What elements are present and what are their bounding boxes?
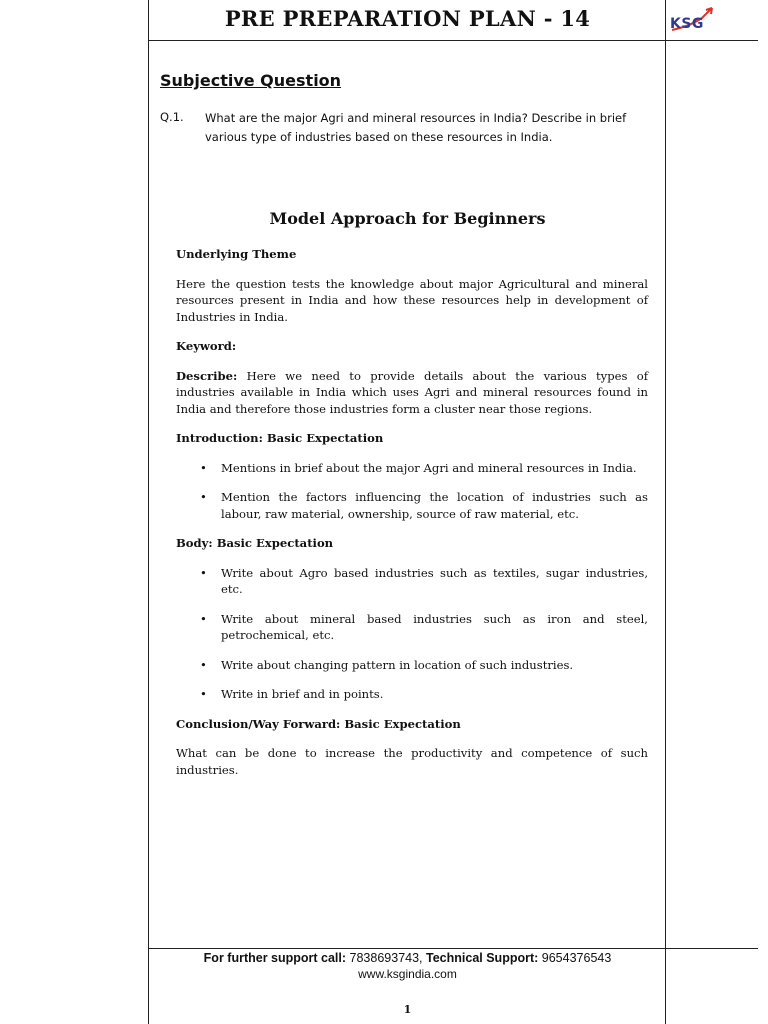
support-number: 7838693743, [349, 951, 423, 965]
section-heading: Subjective Question [160, 71, 342, 90]
support-label: For further support call: [203, 951, 347, 965]
ksg-logo [668, 4, 728, 38]
body-list [176, 565, 648, 703]
conclusion-text: What can be done to increase the productivity and competence of such industries. [176, 746, 648, 777]
list-item: • Mention the factors influencing the location of industries such as labour, raw material, ownership, source of raw material, etc. [200, 490, 648, 521]
list-item: • Mentions in brief about the major Agri and mineral resources in India. [200, 460, 637, 475]
list-item: • Write in brief and in points. [200, 687, 384, 701]
list-item: • Write about changing pattern in location of such industries. [200, 657, 574, 672]
list-item: • Write about Agro based industries such as textiles, sugar industries, etc. [200, 565, 648, 596]
intro-list [176, 460, 648, 523]
header-divider [148, 40, 758, 41]
page-title: PRE PREPARATION PLAN - 14 [224, 6, 591, 31]
right-border [665, 0, 666, 1024]
underlying-text: Here the question tests the knowledge about major Agricultural and mineral resources present in India and how these resources help in development of Industries in India. [176, 276, 648, 324]
tech-support-number: 9654376543 [541, 951, 612, 965]
question-text: What are the major Agri and mineral resources in India? Describe in brief various type of industries based on these resources in India. [205, 111, 627, 144]
footer-divider [148, 948, 758, 949]
keyword-heading: Keyword: [176, 339, 237, 353]
approach-content [176, 246, 648, 791]
approach-title: Model Approach for Beginners [269, 209, 546, 228]
underlying-heading: Underlying Theme [176, 247, 297, 261]
conclusion-heading: Conclusion/Way Forward: Basic Expectation [176, 716, 461, 731]
intro-heading: Introduction: Basic Expectation [176, 431, 384, 445]
support-line [150, 951, 665, 965]
tech-support-label: Technical Support: [426, 951, 539, 965]
describe-paragraph [176, 368, 648, 418]
website-link[interactable]: www.ksgindia.com [358, 967, 457, 981]
question-number: Q.1. [160, 110, 184, 124]
page-number: 1 [403, 1003, 412, 1016]
describe-text: Here we need to provide details about the various types of industries available in India which uses Agri and mineral resources found in India and therefore those industries form a cluster near those regions. [176, 368, 649, 416]
body-heading: Body: Basic Expectation [176, 536, 334, 550]
bullet-icon: • [200, 565, 207, 580]
describe-label: Describe: [176, 368, 238, 383]
bullet-icon: • [200, 490, 207, 504]
left-border [148, 0, 149, 1024]
logo-text: KSG [670, 16, 704, 32]
bullet-icon: • [200, 687, 207, 701]
bullet-icon: • [200, 611, 207, 626]
bullet-icon: • [200, 657, 207, 672]
list-item: • Write about mineral based industries such as iron and steel, petrochemical, etc. [200, 611, 648, 642]
bullet-icon: • [200, 460, 207, 475]
